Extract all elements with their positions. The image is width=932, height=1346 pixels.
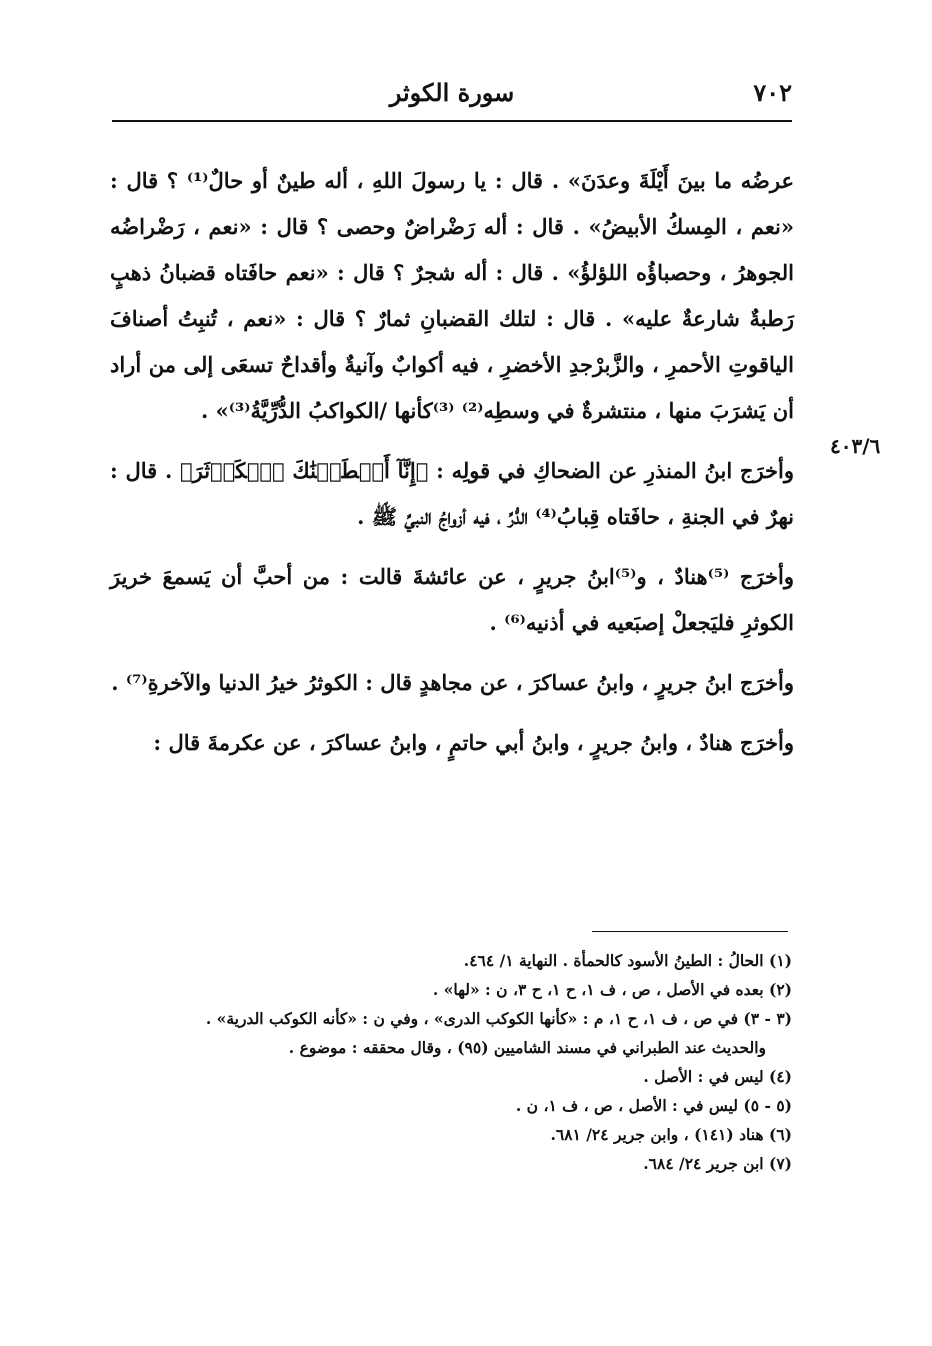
margin-reference: ٤٠٣/٦ [830,434,881,458]
paragraph: وأخرَج ابنُ جريرٍ ، وابنُ عساكرَ ، عن مجاهدٍ قال : الكوثرُ خيرُ الدنيا والآخرةِ⁽⁷⁾ . [111,670,794,695]
footnote-rule [592,931,788,932]
paragraph: وأخرَج هنادٌ ، وابنُ جريرٍ ، وابنُ أبي حاتمٍ ، وابنُ عساكرَ ، عن عكرمةَ قال : [153,730,794,755]
footnote: (٤) ليس في : الأصل . [643,1067,792,1086]
footnote: (٣ - ٣) في ص ، ف ١، ح ١، م : «كأنها الكوكب الدرى» ، وفي ن : «كأنه الكوكب الدرية» . [205,1009,792,1028]
header-rule [112,120,792,122]
running-title: سورة الكوثر [389,78,515,107]
footnote: (٧) ابن جرير ٢٤/ ٦٨٤. [643,1154,792,1173]
footnote: (٥ - ٥) ليس في : الأصل ، ص ، ف ١، ن . [515,1096,792,1115]
footnote-continuation: والحديث عند الطبراني في مسند الشاميين (٩٥) ، وقال محققه : موضوع . [288,1038,766,1057]
footnote: (١) الحالُ : الطينُ الأسود كالحمأة . النهاية ١/ ٤٦٤. [463,951,792,970]
footnote: (٢) بعده في الأصل ، ص ، ف ١، ح ١، ح ٣، ن : «لها» . [432,980,792,999]
paragraph: وأخرَج ⁽⁵⁾هنادٌ ، و⁽⁵⁾ابنُ جريرٍ ، عن عائشةَ قالت : من أحبَّ أن يَسمعَ خريرَ الكوثرِ فليَجعلْ إصبَعيه في أذنيه⁽⁶⁾ . [110,564,794,635]
footnotes [96,946,792,1178]
footnote: (٦) هناد (١٤١) ، وابن جرير ٢٤/ ٦٨١. [550,1125,792,1144]
page-header [112,72,792,118]
page-number: ٧٠٢ [753,78,792,107]
paragraph: عرضُه ما بينَ أَيْلَةَ وعدَنَ» . قال : يا رسولَ اللهِ ، أله طينٌ أو حالٌ⁽¹⁾ ؟ قال : «نعم ، المِسكُ الأبيضُ» . قال : أله رَضْراضٌ وحصى ؟ قال : «نعم ، رَضْراضُه الجوهرُ ، وحصباؤُه اللؤلؤُ» . قال : أله شجرٌ ؟ قال : «نعم حافَتاه قضبانُ ذهبٍ رَطبةٌ شارعةٌ عليه» . قال : لتلك القضبانِ ثمارٌ ؟ قال : «نعم ، تُنبِتُ أصنافَ الياقوتِ الأحمرِ ، والزَّبرْجدِ الأخضرِ ، فيه أكوابٌ وآنيةٌ وأقداحٌ تسعَى إلى من أراد أن يَشرَبَ منها ، منتشرةٌ في وسطِه⁽²⁾ ⁽³⁾كأنها /الكواكبُ الدُّرِّيَّةُ⁽³⁾» . [110,168,795,423]
paragraph: وأخرَج ابنُ المنذرِ عن الضحاكِ في قولِه : ﴿إِنَّآ أَعۡطَيۡنَٰكَ ٱلۡكَوۡثَرَ﴾ . قال : نهرٌ في الجنةِ ، حافَتاه قِبابُ⁽⁴⁾ الدُّرِّ ، فيه أزواجُ النبيِّ ﷺ . [110,458,794,529]
main-text [110,158,794,780]
